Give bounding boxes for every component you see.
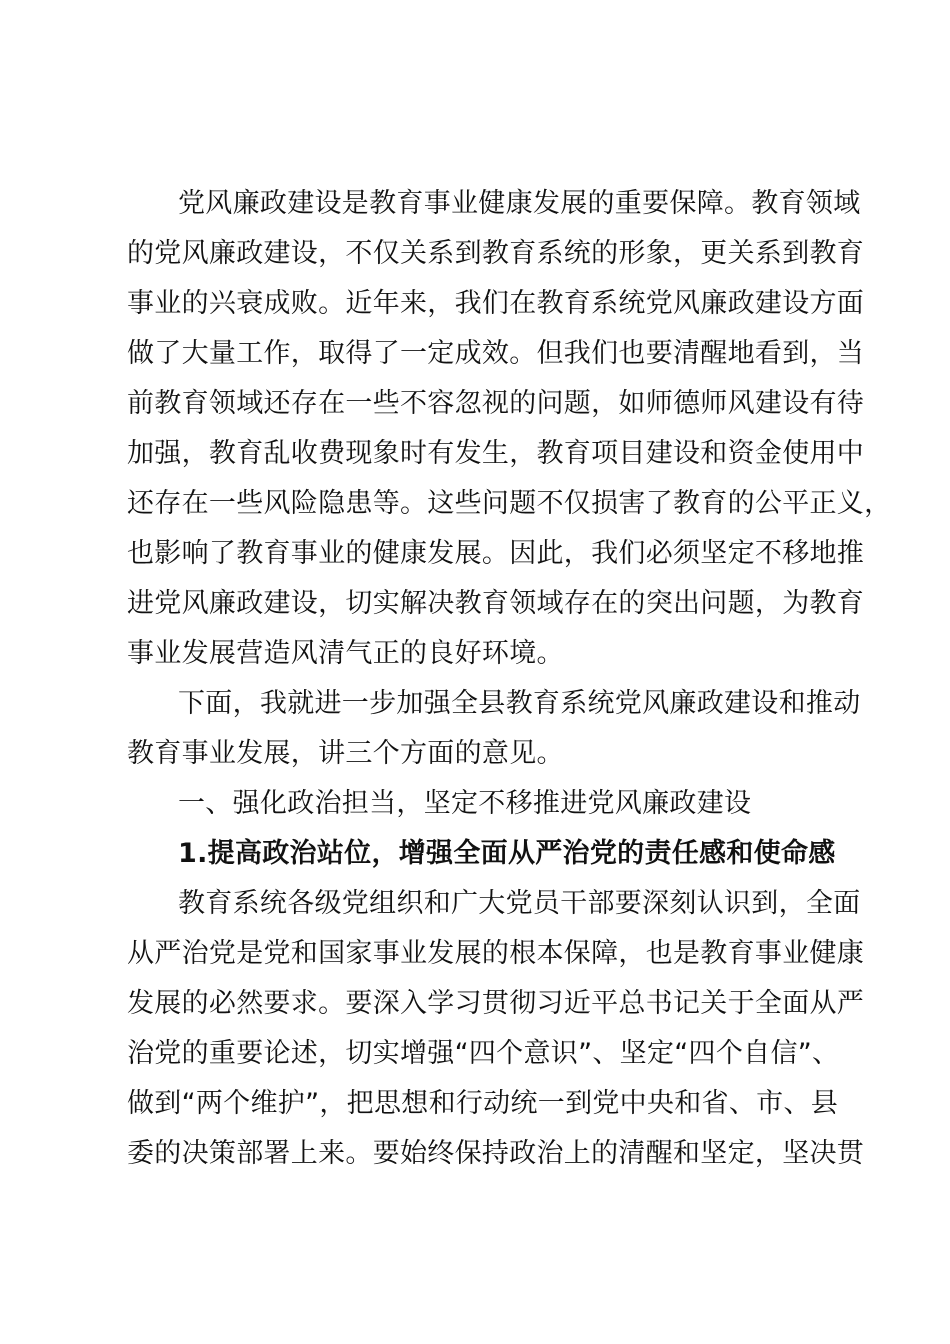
- paragraph-3-line-1: 教育系统各级党组织和广大党员干部要深刻认识到，全面: [178, 888, 861, 919]
- paragraph-1-line-4: 做了大量工作，取得了一定成效。但我们也要清醒地看到，当: [127, 338, 865, 369]
- paragraph-2-line-1: 下面，我就进一步加强全县教育系统党风廉政建设和推动: [178, 688, 861, 719]
- paragraph-3-line-3: 发展的必然要求。要深入学习贯彻习近平总书记关于全面从严: [127, 988, 865, 1019]
- paragraph-1-line-10: 事业发展营造风清气正的良好环境。: [127, 638, 564, 669]
- paragraph-3-line-4: 治党的重要论述，切实增强“四个意识”、坚定“四个自信”、: [127, 1038, 840, 1069]
- section-heading: 一、强化政治担当，坚定不移推进党风廉政建设: [178, 788, 752, 819]
- paragraph-3-line-2: 从严治党是党和国家事业发展的根本保障，也是教育事业健康: [127, 938, 865, 969]
- paragraph-1-line-7: 还存在一些风险隐患等。这些问题不仅损害了教育的公平正义，: [127, 488, 892, 519]
- paragraph-1-line-6: 加强，教育乱收费现象时有发生，教育项目建设和资金使用中: [127, 438, 865, 469]
- paragraph-1-line-2: 的党风廉政建设，不仅关系到教育系统的形象，更关系到教育: [127, 238, 865, 269]
- paragraph-3-line-5: 做到“两个维护”，把思想和行动统一到党中央和省、市、县: [127, 1088, 839, 1119]
- paragraph-2-line-2: 教育事业发展，讲三个方面的意见。: [127, 738, 564, 769]
- paragraph-1-line-5: 前教育领域还存在一些不容忽视的问题，如师德师风建设有待: [127, 388, 865, 419]
- paragraph-1-line-9: 进党风廉政建设，切实解决教育领域存在的突出问题，为教育: [127, 588, 865, 619]
- subsection-heading: 1.提高政治站位，增强全面从严治党的责任感和使命感: [178, 838, 836, 869]
- paragraph-1-line-3: 事业的兴衰成败。近年来，我们在教育系统党风廉政建设方面: [127, 288, 865, 319]
- paragraph-1-line-1: 党风廉政建设是教育事业健康发展的重要保障。教育领域: [178, 188, 861, 219]
- paragraph-3-line-6: 委的决策部署上来。要始终保持政治上的清醒和坚定，坚决贯: [127, 1138, 865, 1169]
- paragraph-1-line-8: 也影响了教育事业的健康发展。因此，我们必须坚定不移地推: [127, 538, 865, 569]
